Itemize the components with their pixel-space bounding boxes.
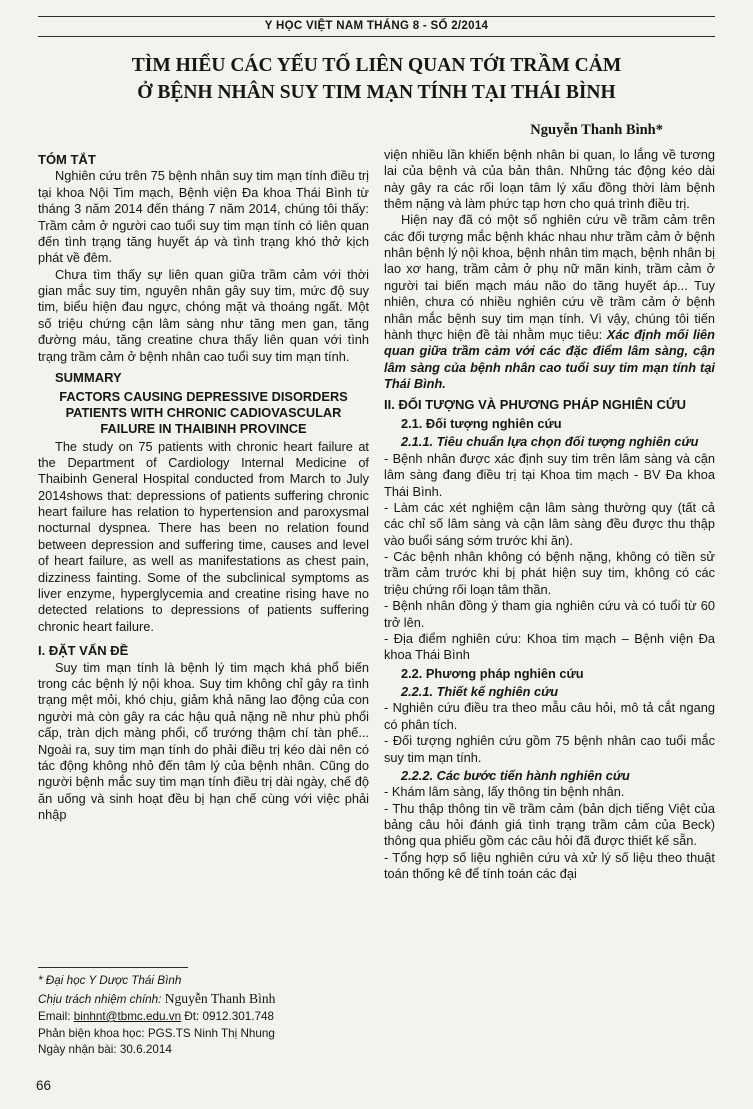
right-column <box>384 147 715 1059</box>
article-title-line1: TÌM HIỂU CÁC YẾU TỐ LIÊN QUAN TỚI TRẦM CẢM <box>131 55 622 76</box>
criteria-bullet-4: - Bệnh nhân đồng ý tham gia nghiên cứu và có tuổi từ 60 trở lên. <box>384 598 715 630</box>
footnote-affiliation: * Đại học Y Dược Thái Bình <box>38 973 182 987</box>
article-title-line2: Ở BỆNH NHÂN SUY TIM MẠN TÍNH TẠI THÁI BÌNH <box>137 81 616 103</box>
footnote-responsible-name: Nguyễn Thanh Bình <box>164 991 276 1007</box>
intro-context-text: Hiện nay đã có một số nghiên cứu về trầm cảm trên các đối tượng mắc bệnh khác nhau như trầm cảm ở bệnh nhân bệnh lý nội khoa, bệnh nhân tim mạch, bệnh nhân bị lao xơ hang, trầm cảm ở phụ nữ mãn kinh, trầm cảm ở người tai biến mạch máu não do tăng huyết áp... Tuy nhiên, chưa có nhiều nghiên cứu về trầm cảm ở bệnh nhân mắc bệnh suy tim mạn tính. Vì vậy, chúng tôi tiến hành thực hiện đề tài nhằm mục tiêu: <box>384 212 715 342</box>
abstract-en-subtitle: FACTORS CAUSING DEPRESSIVE DISORDERS PATIENTS WITH CHRONIC CADIOVASCULAR FAILURE IN THAIBINH PROVINCE <box>59 388 348 436</box>
study-objective-text: Xác định mối liên quan giữa trầm cảm với các đặc điểm lâm sàng, cận lâm sàng của bệnh nhân cao tuổi suy tim mạn tính tại Thái Bình. <box>384 326 715 392</box>
abstract-vi-heading: TÓM TẮT <box>38 151 96 167</box>
footnote-rule <box>38 967 188 968</box>
footnote-email-label: Email: <box>38 1009 74 1023</box>
criteria-bullet-5: - Địa điểm nghiên cứu: Khoa tim mạch – Bệnh viện Đa khoa Thái Bình <box>384 630 715 663</box>
intro-heading: I. ĐẶT VẤN ĐỀ <box>38 643 129 659</box>
footnote-received-date: Ngày nhận bài: 30.6.2014 <box>38 1043 172 1057</box>
intro-continuation-paragraph: viện nhiều lần khiến bệnh nhân bi quan, lo lắng về tương lai của bệnh và của bản thân. Những tác động kéo dài này gây ra các rối loạn tâm lý xấu đồng thời làm bệnh thêm nặng và làm phức tạp hơn cho quá trình điều trị. <box>384 146 715 211</box>
footnote-block <box>38 959 369 1059</box>
journal-header: Y HỌC VIỆT NAM THÁNG 8 - SỐ 2/2014 <box>264 20 489 32</box>
criteria-bullet-3: - Các bệnh nhân không có bệnh nặng, không có tiền sử trầm cảm trước khi bị phát hiện suy tim, không có các triệu chứng rối loạn tâm thần. <box>384 549 715 597</box>
abstract-vi-paragraph-2: Chưa tìm thấy sự liên quan giữa trầm cảm với thời gian mắc suy tim, nguyên nhân gây suy tim, mức độ suy tim, biểu hiện đau ngực, chóng mặt và thoáng ngất. Một số triệu chứng cận lâm sàng như tăng men gan, tăng đường máu, tăng creatine chưa thấy liên quan với tình trạng trầm cảm ở bệnh nhân cao tuổi suy tim mạn tính. <box>38 266 369 364</box>
footnote-responsible <box>38 989 369 1009</box>
steps-bullet-3: - Tổng hợp số liệu nghiên cứu và xử lý số liệu theo thuật toán thống kê để tính toán các đại <box>384 849 715 882</box>
footnote-responsible-label: Chịu trách nhiệm chính: <box>38 993 165 1007</box>
steps-bullet-1: - Khám lâm sàng, lấy thông tin bệnh nhân. <box>384 784 625 800</box>
two-column-body <box>38 147 715 1059</box>
page-number: 66 <box>36 1078 52 1093</box>
header-bottom-rule <box>38 36 715 37</box>
intro-context-paragraph <box>384 212 715 392</box>
footnote-reviewer: Phản biện khoa học: PGS.TS Ninh Thị Nhung <box>38 1026 275 1040</box>
methods-s211-heading: 2.1.1. Tiêu chuẩn lựa chọn đối tượng nghiên cứu <box>401 434 699 450</box>
criteria-bullet-1: - Bệnh nhân được xác định suy tim trên lâm sàng và cận lâm sàng đang điều trị tại Khoa tim mạch - BV Đa khoa Thái Bình. <box>384 450 715 499</box>
left-column <box>38 147 369 1059</box>
abstract-vi-paragraph-1: Nghiên cứu trên 75 bệnh nhân suy tim mạn tính điều trị tại khoa Nội Tim mạch, Bệnh viện Đa khoa Thái Bình từ tháng 3 năm 2014 đến tháng 7 năm 2014, chúng tôi thấy: Trầm cảm ở người cao tuổi suy tim mạn tính có liên quan đến tình trạng tăng huyết áp và tình trạng khó thở kịch phát về đêm. <box>38 168 369 266</box>
footnote-email: binhnt@tbmc.edu.vn <box>73 1009 182 1023</box>
design-bullet-2: - Đối tượng nghiên cứu gồm 75 bệnh nhân cao tuổi mắc suy tim mạn tính. <box>384 733 715 765</box>
methods-heading: II. ĐỐI TƯỢNG VÀ PHƯƠNG PHÁP NGHIÊN CỨU <box>384 397 687 413</box>
article-title <box>38 53 715 107</box>
abstract-en-paragraph: The study on 75 patients with chronic heart failure at the Department of Cardiology Internal Medicine of Thaibinh General Hospital conducted from March to July 2014shows that: depressions of patients suffering chronic heart failure has relation to hypertension and paroxysmal nocturnal dyspnea. There has been no relation found between depression and suffering time, causes and level of heart failure, as well as manifestations as chest pain, dizziness fainting. Some of the subclinical symptoms as liver enzyme, hyperglycemia and creatine rising have no detected relations to depressions of patients suffering chronic heart failure. <box>38 438 369 634</box>
footnote-contact <box>38 1009 369 1026</box>
intro-paragraph: Suy tim mạn tính là bệnh lý tim mạch khá phổ biến trong các bệnh lý nội khoa. Suy tim không chỉ gây ra tình trạng mệt mỏi, khó chịu, giảm khả năng lao động của con người mà còn gây ra các hậu quả nặng nề như phù phổi cấp, tràn dịch màng phổi, cổ trướng thậm chí tàn phế... Ngoài ra, suy tim mạn tính do phải điều trị kéo dài nên có tác động không nhỏ đến tâm lý của bệnh nhân. Cũng do người bệnh mắc suy tim mạn tính điều trị dài ngày, chế độ ăn uống và sinh hoạt đều bị hạn chế cùng với việc phải nhập <box>38 659 369 823</box>
abstract-en-heading: SUMMARY <box>55 369 122 385</box>
methods-s222-heading: 2.2.2. Các bước tiến hành nghiên cứu <box>401 767 630 783</box>
methods-s221-heading: 2.2.1. Thiết kế nghiên cứu <box>401 684 559 700</box>
steps-bullet-2: - Thu thập thông tin về trầm cảm (bản dịch tiếng Việt của bảng câu hỏi đánh giá tình trạng trầm cảm của Beck) thông qua phiếu gồm các câu hỏi đã được thiết kế sẵn. <box>384 800 715 849</box>
methods-s22-heading: 2.2. Phương pháp nghiên cứu <box>401 665 584 681</box>
design-bullet-1: - Nghiên cứu điều tra theo mẫu câu hỏi, mô tả cắt ngang có phân tích. <box>384 700 715 732</box>
author-name: Nguyễn Thanh Bình* <box>530 121 663 138</box>
criteria-bullet-2: - Làm các xét nghiệm cận lâm sàng thường quy (tất cả các chỉ số lâm sàng và cận lâm sàng đều được thu thập vào buổi sáng sớm trước khi ăn). <box>384 499 715 548</box>
footnote-phone: Đt: 0912.301.748 <box>181 1009 275 1023</box>
methods-s21-heading: 2.1. Đối tượng nghiên cứu <box>401 416 562 432</box>
